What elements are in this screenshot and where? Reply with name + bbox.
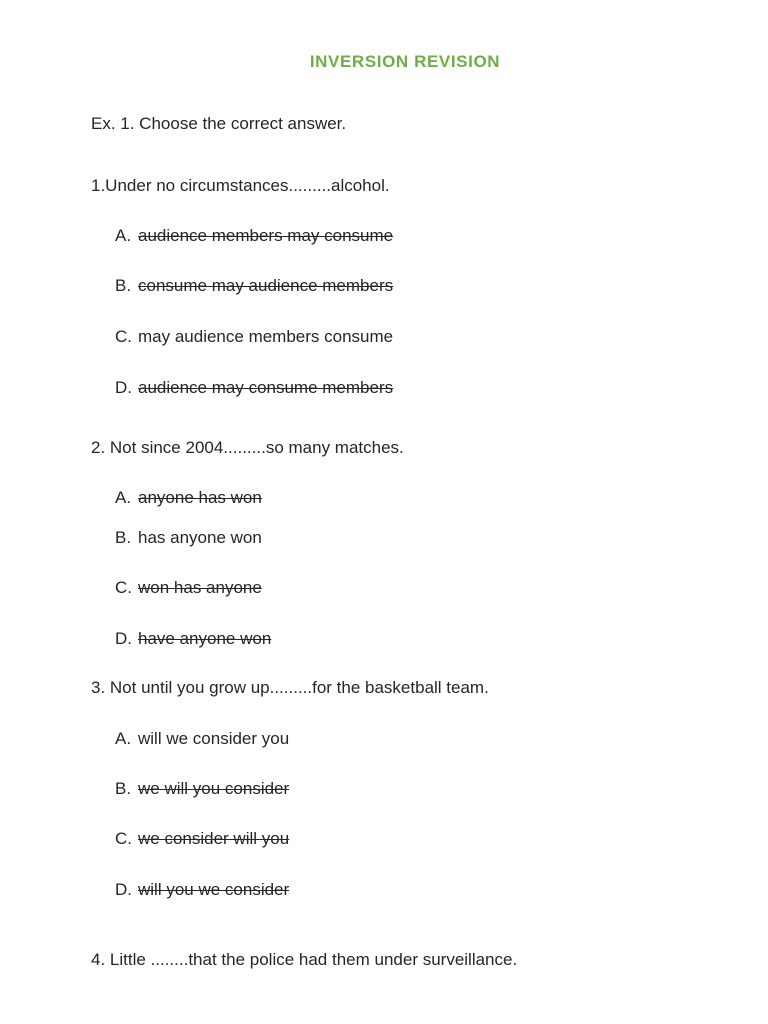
option-letter: A. bbox=[115, 729, 132, 748]
question-2-option-a bbox=[115, 488, 262, 508]
question-1-option-c bbox=[115, 327, 393, 347]
document-title: INVERSION REVISION bbox=[309, 52, 501, 71]
question-4-stem: 4. Little ........that the police had them under surveillance. bbox=[91, 950, 518, 969]
option-letter: A. bbox=[115, 488, 132, 507]
exercise-instruction: Ex. 1. Choose the correct answer. bbox=[91, 114, 347, 133]
option-text: audience members may consume bbox=[138, 226, 394, 245]
option-letter: D. bbox=[115, 629, 132, 648]
option-text: has anyone won bbox=[138, 528, 262, 547]
option-text: we consider will you bbox=[138, 829, 290, 848]
question-2-option-c bbox=[115, 578, 262, 598]
question-3-option-d bbox=[115, 880, 289, 900]
option-letter: D. bbox=[115, 378, 132, 397]
question-1-option-d bbox=[115, 378, 393, 398]
option-text: consume may audience members bbox=[138, 276, 394, 295]
option-letter: B. bbox=[115, 276, 132, 295]
question-2-stem: 2. Not since 2004.........so many matches. bbox=[91, 438, 404, 457]
question-3-option-a bbox=[115, 729, 289, 749]
question-1-option-a bbox=[115, 226, 393, 246]
option-text: won has anyone bbox=[138, 578, 262, 597]
option-text: will we consider you bbox=[138, 729, 290, 748]
option-letter: A. bbox=[115, 226, 132, 245]
question-3-stem: 3. Not until you grow up.........for the basketball team. bbox=[91, 678, 489, 697]
option-text: we will you consider bbox=[138, 779, 290, 798]
option-text: have anyone won bbox=[138, 629, 272, 648]
option-text: may audience members consume bbox=[138, 327, 394, 346]
question-1-option-b bbox=[115, 276, 393, 296]
question-2-option-d bbox=[115, 629, 271, 649]
option-text: audience may consume members bbox=[138, 378, 394, 397]
option-letter: C. bbox=[115, 327, 132, 346]
option-letter: D. bbox=[115, 880, 132, 899]
option-text: will you we consider bbox=[138, 880, 290, 899]
option-letter: C. bbox=[115, 578, 132, 597]
option-letter: B. bbox=[115, 779, 132, 798]
question-2-option-b bbox=[115, 528, 262, 548]
option-text: anyone has won bbox=[138, 488, 262, 507]
question-3-option-b bbox=[115, 779, 289, 799]
question-3-option-c bbox=[115, 829, 289, 849]
question-1-stem: 1.Under no circumstances.........alcohol. bbox=[91, 176, 390, 195]
option-letter: B. bbox=[115, 528, 132, 547]
option-letter: C. bbox=[115, 829, 132, 848]
